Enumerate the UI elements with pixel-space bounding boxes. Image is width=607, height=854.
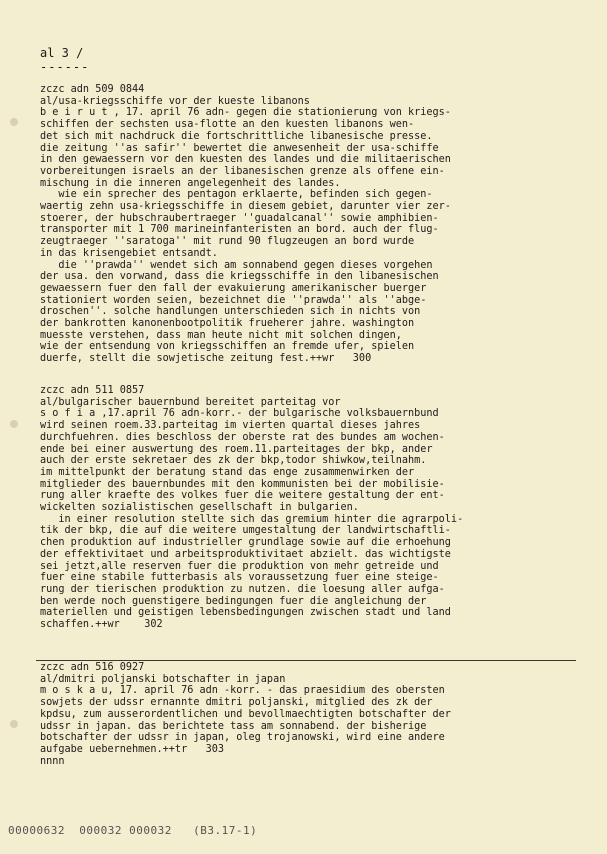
message-line: b e i r u t , 17. april 76 adn- gegen die stationierung von kriegs- [40,107,451,119]
punch-hole [10,720,18,728]
message-line: die zeitung ''as safir'' bewertet die anwesenheit der usa-schiffe [40,142,439,154]
message-line: mitglieder des bauernbundes mit den kommunisten bei der mobilisie- [40,478,445,490]
message-line: in einer resolution stellte sich das gremium hinter die agrarpoli- [40,513,464,525]
message-line: det sich mit nachdruck die fortschrittliche libanesische presse. [40,130,433,142]
message-line: mischung in die inneren angelegenheit des landes. [40,177,341,189]
header-underline: ------ [40,60,90,74]
message-line: stationiert worden seien, bezeichnet die ''prawda'' als ''abge- [40,294,427,306]
message-line: wickelten sozialistischen gesellschaft in bulgarien. [40,502,359,514]
message-line: wie ein sprecher des pentagon erklaerte, befinden sich gegen- [40,189,433,201]
message-line: transporter mit 1 700 marineinfanteristen an bord. auch der flug- [40,224,439,236]
message-line: in das krisengebiet entsandt. [40,247,218,259]
punch-hole [10,118,18,126]
message-line: droschen''. solche handlungen unterschieden sich in nichts von [40,306,421,318]
message-line: zczc adn 509 0844 [40,84,145,95]
message-line: auch der erste sekretaer des zk der bkp,todor shiwkow,teilnahm. [40,455,427,467]
message-line: duerfe, stellt die sowjetische zeitung fest.++wr 300 [40,353,372,365]
message-line: schaffen.++wr 302 [40,619,163,631]
message-line: der usa. den vorwand, dass die kriegsschiffe in den libanesischen [40,271,439,283]
message-line: m o s k a u, 17. april 76 adn -korr. - das praesidium des obersten [40,685,445,697]
message-usa-kriegsschiffe [40,84,570,365]
message-line: materiellen und geistigen lebensbedingungen zwischen stadt und land [40,607,451,619]
message-line: zczc adn 516 0927 [40,662,145,673]
message-line: fuer eine stabile futterbasis als voraussetzung fuer eine steige- [40,572,439,584]
message-line: kpdsu, zum ausserordentlichen und bevollmaechtigten botschafter der [40,708,451,720]
message-line: udssr in japan. das berichtete tass am sonnabend. der bisherige [40,720,427,732]
page-header [40,46,89,74]
message-line: schiffen der sechsten usa-flotte an den kuesten libanons wen- [40,119,415,131]
message-line: der bankrotten kanonenbootpolitik frueherer jahre. washington [40,318,415,330]
message-separator [36,660,576,661]
end-of-transmission: nnnn [40,755,65,767]
message-line: die ''prawda'' wendet sich am sonnabend gegen dieses vorgehen [40,259,433,271]
message-line: zeugtraeger ''saratoga'' mit rund 90 flugzeugen an bord wurde [40,236,415,248]
page-reference: al 3 / [40,46,84,60]
message-line: ben werde noch guenstigere bedingungen fuer die angleichung der [40,595,427,607]
message-line: im mittelpunkt der beratung stand das enge zusammenwirken der [40,466,415,478]
message-bulgarischer-bauernbund [40,385,570,631]
message-headline: al/bulgarischer bauernbund bereitet parteitag vor [40,396,341,408]
message-line: vorbereitungen israels an der libanesischen grenze als offene ein- [40,165,445,177]
message-line: chen produktion auf industrieller grundlage sowie auf die erhoehung [40,537,451,549]
message-line: wie der entsendung von kriegsschiffen an fremde ufer, spielen [40,341,415,353]
message-line: ende bei einer auswertung des roem.11.parteitages der bkp, ander [40,443,433,455]
message-line: rung aller kraefte des volkes fuer die weitere gestaltung der ent- [40,490,445,502]
message-line: s o f i a ,17.april 76 adn-korr.- der bulgarische volksbauernbund [40,408,439,420]
message-line: durchfuehren. dies beschloss der oberste rat des bundes am wochen- [40,431,445,443]
message-line: tik der bkp, die auf die weitere umgestaltung der landwirtschaftli- [40,525,451,537]
message-line: in den gewaessern vor den kuesten des landes und die militaerischen [40,154,451,166]
message-line: botschafter der udssr in japan, oleg trojanowski, wird eine andere [40,732,445,744]
punch-hole [10,420,18,428]
message-line: stoerer, der hubschraubertraeger ''guadalcanal'' sowie amphibien- [40,212,439,224]
message-poljanski-botschafter [40,662,570,767]
message-line: waertig zehn usa-kriegsschiffe in diesem gebiet, darunter vier zer- [40,201,451,213]
archive-stamp: 00000632 000032 000032 (B3.17-1) [8,824,258,837]
message-line: der effektivitaet und arbeitsproduktivitaet abzielt. das wichtigste [40,548,451,560]
message-line: zczc adn 511 0857 [40,385,145,396]
message-headline: al/dmitri poljanski botschafter in japan [40,673,286,685]
message-line: wird seinen roem.33.parteitag im vierten quartal dieses jahres [40,420,421,432]
message-line: muesste verstehen, dass man heute nicht mit solchen dingen, [40,329,402,341]
message-line: rung der tierischen produktion zu nutzen. die loesung aller aufga- [40,583,445,595]
message-headline: al/usa-kriegsschiffe vor der kueste libanons [40,95,310,107]
message-line: sei jetzt,alle reserven fuer die produktion von mehr getreide und [40,560,439,572]
message-line: aufgabe uebernehmen.++tr 303 [40,743,225,755]
message-line: sowjets der udssr ernannte dmitri poljanski, mitglied des zk der [40,697,433,709]
message-line: gewaessern fuer den fall der evakuierung amerikanischer buerger [40,282,427,294]
